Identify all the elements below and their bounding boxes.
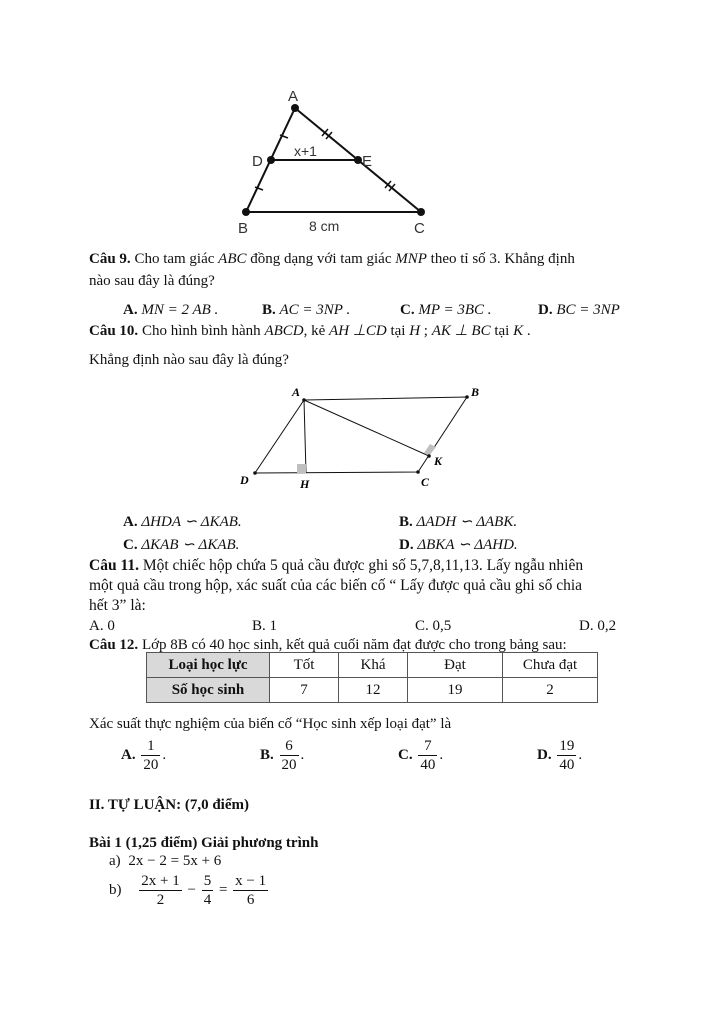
q9-mid: đồng dạng với tam giác [250,251,392,267]
q9-option-a-text: MN = 2 AB . [141,302,219,318]
fraction [141,737,160,774]
q11-option-d[interactable]: D. 0,2 [579,618,617,634]
fraction-numerator: x − 1 [235,873,267,889]
q12-option-d-label: D. [537,746,552,763]
fraction-denominator: 40 [420,757,436,773]
q11-line2: một quả cầu trong hộp, xác suất của các biến cố “ Lấy được quả cầu ghi số chia [89,577,583,594]
q9-option-c-label: C. [400,302,415,318]
q9-option-c[interactable] [400,302,492,319]
q11-line1 [89,557,583,575]
q11-option-b[interactable]: B. 1 [252,618,278,634]
table-cell: 19 [408,678,503,703]
table-row [147,653,598,678]
q10-text-a: Cho hình bình hành [141,323,261,339]
q9-option-a[interactable] [123,302,218,319]
q9-line1 [89,251,575,268]
q9-option-b-text: AC = 3NP . [279,302,351,318]
table-header-cell: Số học sinh [147,678,270,703]
bai1-a [109,853,221,870]
q10-text-f: . [526,323,531,339]
q10-option-b-text: ΔADH ∽ ΔABK. [416,514,518,530]
bai1-b-label: b) [109,882,122,898]
fraction [280,737,299,774]
dot: . [300,746,305,763]
q9-option-d-label: D. [538,302,553,318]
q12-option-c[interactable] [398,737,443,774]
table-cell: Khá [339,653,408,678]
fraction-denominator: 40 [559,757,575,773]
fraction [418,737,437,774]
parallelogram-figure [230,380,500,492]
q11-title: Câu 11. [89,557,139,574]
q9-title: Câu 9. [89,251,131,267]
label-de: x+1 [294,143,317,159]
q10-option-d[interactable] [399,535,518,554]
fraction-numerator: 2x + 1 [141,873,180,889]
q9-option-a-label: A. [123,302,138,318]
dot: . [578,746,583,763]
label-b: B [238,220,249,237]
q11-option-a[interactable]: A. 0 [89,618,115,634]
q9-option-b[interactable] [262,302,350,319]
q10-title: Câu 10. [89,323,139,339]
q11-text1: Một chiếc hộp chứa 5 quả cầu được ghi số 5,7,8,11,13. Lấy ngẫu nhiên [142,557,584,574]
point-c [417,208,425,216]
q9-mnp: MNP [395,251,427,267]
q10-h: H [409,323,421,339]
point-a2 [302,398,306,402]
minus-sign: − [187,882,196,898]
bai1-title: Bài 1 (1,25 điểm) Giải phương trình [89,835,319,851]
q12-option-b-label: B. [260,746,274,763]
point-k2 [427,454,431,458]
q10-abcd: ABCD [264,323,304,339]
fraction-denominator: 4 [203,892,212,908]
q10-text-d: ; [423,323,428,339]
q12-title: Câu 12. [89,637,139,653]
q10-option-c[interactable] [123,535,239,554]
table-header-cell: Loại học lực [147,653,270,678]
q9-option-c-text: MP = 3BC . [418,302,492,318]
q9-line2: nào sau đây là đúng? [89,273,215,289]
q12-text: Lớp 8B có 40 học sinh, kết quả cuối năm đạt được cho trong bảng sau: [141,637,567,653]
q10-option-b-label: B. [399,514,413,530]
q10-option-a-text: ΔHDA ∽ ΔKAB. [141,514,242,530]
dot: . [439,746,444,763]
point-b [242,208,250,216]
label-c2: C [421,475,430,489]
q9-text: Cho tam giác [134,251,215,267]
q10-option-c-label: C. [123,537,138,553]
fraction-numerator: 6 [280,737,299,756]
fraction-numerator: 1 [141,737,160,756]
label-d2: D [240,473,249,487]
label-a: A [288,88,299,105]
label-h2: H [300,477,310,491]
table-cell: 2 [503,678,598,703]
q10-line1 [89,321,531,340]
q11-line3: hết 3” là: [89,597,146,614]
label-bc: 8 cm [309,218,340,234]
fraction-denominator: 6 [246,892,255,908]
fraction [139,872,181,909]
label-c: C [414,220,425,237]
label-d: D [252,153,263,170]
label-e: E [362,153,373,170]
fraction-numerator: 7 [418,737,437,756]
q10-option-b[interactable] [399,512,517,531]
q10-k: K [513,323,524,339]
point-c2 [416,470,420,474]
point-b2 [465,395,469,399]
bai1-b [109,872,270,909]
q10-text-b: , kẻ [303,323,326,339]
point-d [267,156,275,164]
q10-option-d-label: D. [399,537,414,553]
q12-option-c-label: C. [398,746,413,763]
q10-ak: AK ⊥ BC [431,323,491,339]
q10-option-c-text: ΔKAB ∽ ΔKAB. [141,537,240,553]
table-row [147,678,598,703]
table-cell: Đạt [408,653,503,678]
equals-sign: = [218,882,228,898]
segment-ah [304,400,306,473]
q10-option-a[interactable] [123,512,242,531]
table-cell: 7 [270,678,339,703]
q9-abc: ABC [218,251,247,267]
fraction-denominator: 20 [143,757,159,773]
q9-end: theo tỉ số 3. Khẳng định [430,251,575,267]
label-k2: K [434,454,443,468]
fraction [202,872,214,909]
q9-option-b-label: B. [262,302,276,318]
q10-ah: AH ⊥CD [329,323,387,339]
table-cell: Chưa đạt [503,653,598,678]
dot: . [162,746,167,763]
q12-option-b[interactable] [260,737,304,774]
fraction-numerator: 5 [203,873,212,889]
q10-line2: Khẳng định nào sau đây là đúng? [89,352,289,368]
fraction [233,872,268,909]
q9-option-d[interactable] [538,302,620,319]
table-cell: Tốt [270,653,339,678]
point-e [354,156,362,164]
segment-ak [304,400,429,456]
fraction [557,737,576,774]
point-d2 [253,471,257,475]
label-a2: A [292,385,301,399]
q11-option-c[interactable]: C. 0,5 [415,618,452,634]
fraction-denominator: 20 [281,757,297,773]
q12-option-a-label: A. [121,746,136,763]
q12-table [146,652,598,703]
bai1-a-label: a) [109,853,121,869]
q10-option-d-text: ΔBKA ∽ ΔAHD. [417,537,518,553]
q12-option-d[interactable] [537,737,582,774]
triangle-figure [230,85,440,237]
right-angle-h [297,464,306,473]
fraction-denominator: 2 [156,892,165,908]
section-2-title: II. TỰ LUẬN: (7,0 điểm) [89,797,249,813]
q9-option-d-text: BC = 3NP [556,302,620,318]
q12-option-a[interactable] [121,737,166,774]
fraction-numerator: 19 [559,738,575,754]
q12-question: Xác suất thực nghiệm của biến cố “Học sinh xếp loại đạt” là [89,716,452,732]
q10-text-c: tại [390,323,406,339]
bai1-a-equation: 2x − 2 = 5x + 6 [128,853,222,869]
q10-text-e: tại [494,323,510,339]
q10-option-a-label: A. [123,514,138,530]
point-a [291,104,299,112]
label-b2: B [471,385,480,399]
table-cell: 12 [339,678,408,703]
